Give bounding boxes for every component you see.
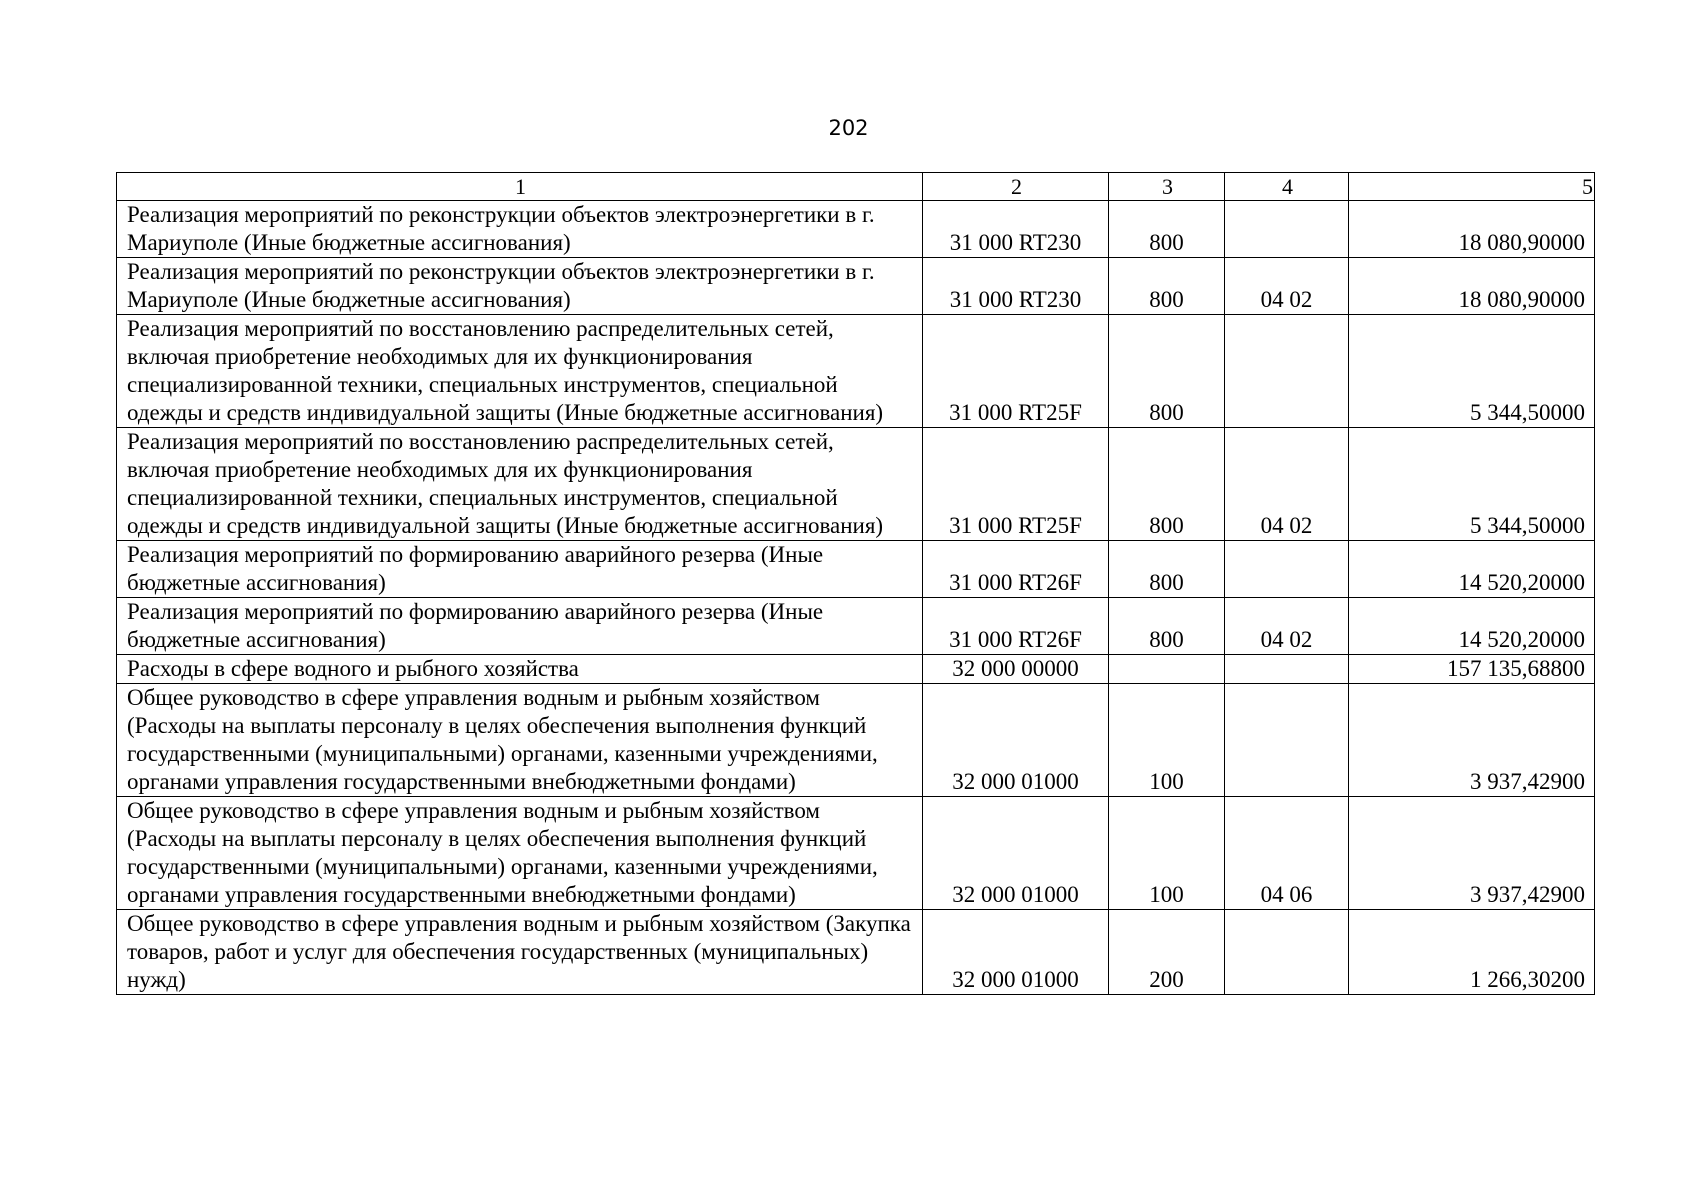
row-name: Общее руководство в сфере управления водным и рыбным хозяйством (Расходы на выплаты персоналу в целях обеспечения выполнения функций государственными (муниципальными) органами, казенными учреждениями, органами управления государственными внебюджетными фондами): [117, 684, 923, 797]
row-section: [1225, 541, 1349, 598]
row-name: Расходы в сфере водного и рыбного хозяйства: [117, 655, 923, 684]
row-section: [1225, 684, 1349, 797]
row-section: 04 02: [1225, 258, 1349, 315]
row-amount: 18 080,90000: [1349, 201, 1595, 258]
row-name: Реализация мероприятий по восстановлению распределительных сетей, включая приобретение необходимых для их функционирования специализированной техники, специальных инструментов, специальной одежды и средств индивидуальной защиты (Иные бюджетные ассигнования): [117, 428, 923, 541]
row-section: 04 02: [1225, 428, 1349, 541]
row-expense-type: 800: [1109, 258, 1225, 315]
table-row: [117, 201, 1595, 258]
row-expense-type: 800: [1109, 598, 1225, 655]
row-code: 31 000 RT25F: [923, 428, 1109, 541]
column-header-2: 2: [923, 173, 1109, 201]
row-expense-type: 800: [1109, 201, 1225, 258]
budget-table: [116, 172, 1595, 995]
row-expense-type: 100: [1109, 684, 1225, 797]
row-expense-type: 800: [1109, 428, 1225, 541]
row-code: 31 000 RT26F: [923, 598, 1109, 655]
column-header-1: 1: [117, 173, 923, 201]
table-row: [117, 315, 1595, 428]
column-header-3: 3: [1109, 173, 1225, 201]
row-name: Общее руководство в сфере управления водным и рыбным хозяйством (Расходы на выплаты персоналу в целях обеспечения выполнения функций государственными (муниципальными) органами, казенными учреждениями, органами управления государственными внебюджетными фондами): [117, 797, 923, 910]
row-expense-type: 100: [1109, 797, 1225, 910]
column-header-5: 5: [1349, 173, 1595, 201]
table-row: [117, 258, 1595, 315]
row-name: Реализация мероприятий по формированию аварийного резерва (Иные бюджетные ассигнования): [117, 541, 923, 598]
row-amount: 5 344,50000: [1349, 315, 1595, 428]
table-row: [117, 428, 1595, 541]
row-section: 04 02: [1225, 598, 1349, 655]
row-expense-type: 800: [1109, 541, 1225, 598]
row-expense-type: [1109, 655, 1225, 684]
row-amount: 1 266,30200: [1349, 910, 1595, 995]
row-amount: 5 344,50000: [1349, 428, 1595, 541]
row-amount: 14 520,20000: [1349, 598, 1595, 655]
row-code: 32 000 01000: [923, 684, 1109, 797]
row-section: [1225, 201, 1349, 258]
row-amount: 3 937,42900: [1349, 684, 1595, 797]
table-row: [117, 910, 1595, 995]
row-name: Реализация мероприятий по формированию аварийного резерва (Иные бюджетные ассигнования): [117, 598, 923, 655]
table-row: [117, 598, 1595, 655]
table-row: [117, 797, 1595, 910]
row-amount: 14 520,20000: [1349, 541, 1595, 598]
table-row: [117, 655, 1595, 684]
table-row: [117, 684, 1595, 797]
row-name: Реализация мероприятий по восстановлению распределительных сетей, включая приобретение необходимых для их функционирования специализированной техники, специальных инструментов, специальной одежды и средств индивидуальной защиты (Иные бюджетные ассигнования): [117, 315, 923, 428]
row-code: 31 000 RT25F: [923, 315, 1109, 428]
row-code: 32 000 01000: [923, 797, 1109, 910]
column-header-4: 4: [1225, 173, 1349, 201]
row-amount: 157 135,68800: [1349, 655, 1595, 684]
row-amount: 18 080,90000: [1349, 258, 1595, 315]
row-name: Реализация мероприятий по реконструкции объектов электроэнергетики в г. Мариуполе (Иные бюджетные ассигнования): [117, 258, 923, 315]
row-name: Реализация мероприятий по реконструкции объектов электроэнергетики в г. Мариуполе (Иные бюджетные ассигнования): [117, 201, 923, 258]
row-amount: 3 937,42900: [1349, 797, 1595, 910]
row-code: 32 000 00000: [923, 655, 1109, 684]
page-number: 202: [828, 116, 869, 140]
row-section: 04 06: [1225, 797, 1349, 910]
row-code: 31 000 RT230: [923, 201, 1109, 258]
row-expense-type: 200: [1109, 910, 1225, 995]
row-expense-type: 800: [1109, 315, 1225, 428]
row-code: 32 000 01000: [923, 910, 1109, 995]
row-code: 31 000 RT26F: [923, 541, 1109, 598]
row-name: Общее руководство в сфере управления водным и рыбным хозяйством (Закупка товаров, работ и услуг для обеспечения государственных (муниципальных) нужд): [117, 910, 923, 995]
row-section: [1225, 910, 1349, 995]
table-row: [117, 541, 1595, 598]
row-code: 31 000 RT230: [923, 258, 1109, 315]
header-row: [117, 173, 1595, 201]
row-section: [1225, 315, 1349, 428]
row-section: [1225, 655, 1349, 684]
